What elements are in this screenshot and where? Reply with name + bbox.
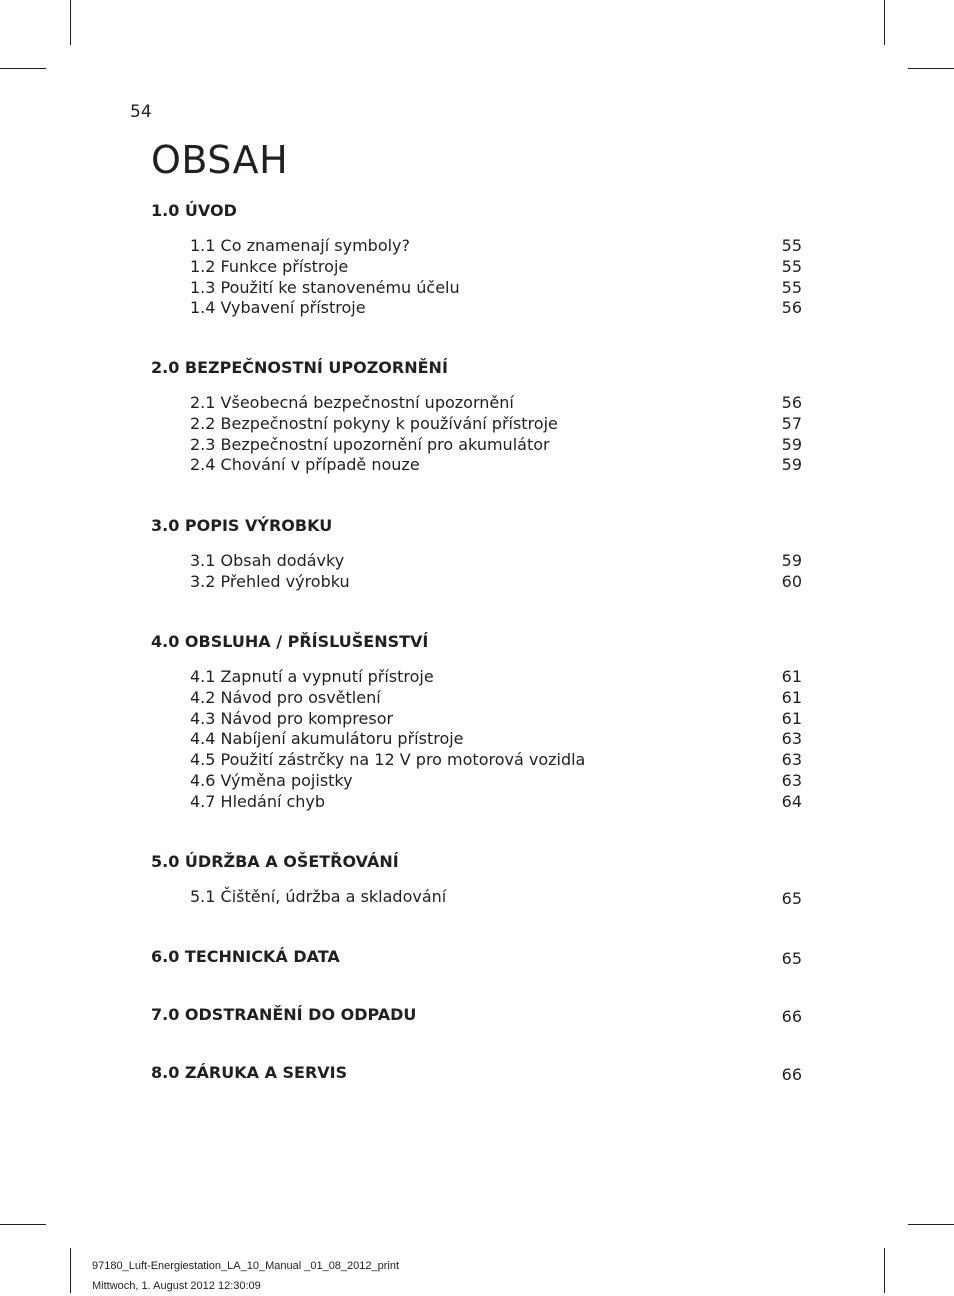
toc-entry-label: 4.2 Návod pro osvětlení	[190, 687, 381, 707]
toc-entry-label: 1.1 Co znamenají symboly?	[190, 236, 411, 255]
footer-timestamp: Mittwoch, 1. August 2012 12:30:09	[92, 1280, 261, 1292]
toc-entry-page: 59	[781, 434, 802, 454]
toc-entry-label: 1.4 Vybavení přístroje	[190, 298, 366, 318]
toc-entry-page: 59	[781, 551, 802, 570]
toc-section	[151, 632, 802, 813]
section-heading: 2.0 BEZPEČNOSTNÍ UPOZORNĚNÍ	[151, 358, 448, 377]
toc-entry-page: 59	[781, 455, 802, 475]
toc-entry-page: 66	[781, 1007, 802, 1026]
toc-entry[interactable]	[151, 551, 802, 572]
crop-mark	[908, 68, 954, 69]
toc-entry-page: 56	[781, 393, 802, 412]
toc-items	[151, 551, 802, 593]
section-heading: 4.0 OBSLUHA / PŘÍSLUŠENSTVÍ	[151, 632, 429, 651]
section-heading	[151, 947, 802, 967]
toc-entry[interactable]	[151, 750, 802, 771]
section-heading: 5.0 ÚDRŽBA A OŠETŘOVÁNÍ	[151, 852, 399, 871]
toc-entry-page: 63	[781, 750, 802, 770]
toc-entry-page: 64	[781, 791, 802, 811]
toc-entry-page: 55	[781, 256, 802, 276]
toc-entry[interactable]	[151, 792, 802, 813]
toc-entry[interactable]	[151, 887, 802, 908]
toc-entry-label: 4.3 Návod pro kompresor	[190, 708, 394, 728]
toc-entry[interactable]	[151, 236, 802, 257]
section-heading: 3.0 POPIS VÝROBKU	[151, 516, 333, 535]
toc-entry-page: 55	[781, 277, 802, 297]
toc-entry[interactable]	[151, 455, 802, 476]
toc-entry-label: 2.3 Bezpečnostní upozornění pro akumulátor	[190, 434, 550, 454]
toc-section	[151, 516, 802, 593]
toc-section	[151, 201, 802, 319]
toc-entry[interactable]	[151, 414, 802, 435]
section-heading-label: 8.0 ZÁRUKA A SERVIS	[151, 1063, 348, 1082]
toc-entry-label: 4.6 Výměna pojistky	[190, 770, 353, 790]
toc-section	[151, 852, 802, 908]
toc-entry-page: 60	[781, 571, 802, 591]
toc-entry-label: 4.1 Zapnutí a vypnutí přístroje	[190, 667, 434, 686]
crop-mark	[908, 1224, 954, 1225]
toc-entry-label: 4.7 Hledání chyb	[190, 791, 326, 811]
toc-entry[interactable]	[151, 572, 802, 593]
section-heading-label: 6.0 TECHNICKÁ DATA	[151, 947, 340, 966]
toc-section[interactable]	[151, 947, 802, 967]
toc-entry-page: 57	[781, 413, 802, 433]
toc-entry[interactable]	[151, 298, 802, 319]
crop-mark	[70, 1248, 71, 1293]
toc-entry-label: 4.5 Použití zástrčky na 12 V pro motorová vozidla	[190, 750, 586, 770]
page-number: 54	[130, 102, 152, 122]
toc-items	[151, 887, 802, 908]
toc-entry-label: 1.3 Použití ke stanovenému účelu	[190, 277, 460, 297]
toc-entry[interactable]	[151, 393, 802, 414]
toc-entry-label: 3.1 Obsah dodávky	[190, 551, 345, 570]
section-heading	[151, 1063, 802, 1083]
footer-filename: 97180_Luft-Energiestation_LA_10_Manual _01_08_2012_print	[92, 1260, 400, 1272]
toc-section[interactable]	[151, 1005, 802, 1025]
toc-entry-label: 1.2 Funkce přístroje	[190, 256, 349, 276]
toc-entry-label: 2.1 Všeobecná bezpečnostní upozornění	[190, 393, 514, 412]
toc-entry[interactable]	[151, 709, 802, 730]
toc-entry-label: 3.2 Přehled výrobku	[190, 571, 350, 591]
page-title: OBSAH	[151, 138, 289, 182]
toc-entry-page: 61	[781, 667, 802, 686]
toc-entry[interactable]	[151, 688, 802, 709]
toc-entry-label: 5.1 Čištění, údržba a skladování	[190, 887, 447, 906]
toc-items	[151, 667, 802, 813]
toc-entry-page: 66	[781, 1065, 802, 1084]
toc-entry-page: 61	[781, 708, 802, 728]
print-footer	[92, 1256, 399, 1296]
toc-entry[interactable]	[151, 667, 802, 688]
toc-items	[151, 236, 802, 319]
toc-entry-page: 65	[781, 889, 802, 908]
crop-mark	[0, 1224, 46, 1225]
toc-entry[interactable]	[151, 771, 802, 792]
toc-entry-page: 55	[781, 236, 802, 255]
toc-items	[151, 393, 802, 476]
toc-entry[interactable]	[151, 278, 802, 299]
section-heading: 1.0 ÚVOD	[151, 201, 237, 220]
toc-entry-page: 56	[781, 298, 802, 318]
toc-entry-page: 65	[781, 949, 802, 968]
toc-entry-label: 2.4 Chování v případě nouze	[190, 455, 420, 475]
crop-mark	[0, 68, 46, 69]
toc-entry-label: 4.4 Nabíjení akumulátoru přístroje	[190, 729, 464, 749]
toc-entry[interactable]	[151, 729, 802, 750]
toc-entry-label: 2.2 Bezpečnostní pokyny k používání přístroje	[190, 413, 558, 433]
crop-mark	[884, 0, 885, 45]
toc-section[interactable]	[151, 1063, 802, 1083]
section-heading	[151, 1005, 802, 1025]
toc-entry-page: 61	[781, 687, 802, 707]
section-heading-label: 7.0 ODSTRANĚNÍ DO ODPADU	[151, 1005, 417, 1024]
crop-mark	[70, 0, 71, 45]
toc-entry-page: 63	[781, 729, 802, 749]
toc-section	[151, 358, 802, 476]
toc-entry-page: 63	[781, 770, 802, 790]
crop-mark	[884, 1248, 885, 1293]
toc-entry[interactable]	[151, 257, 802, 278]
toc-entry[interactable]	[151, 435, 802, 456]
